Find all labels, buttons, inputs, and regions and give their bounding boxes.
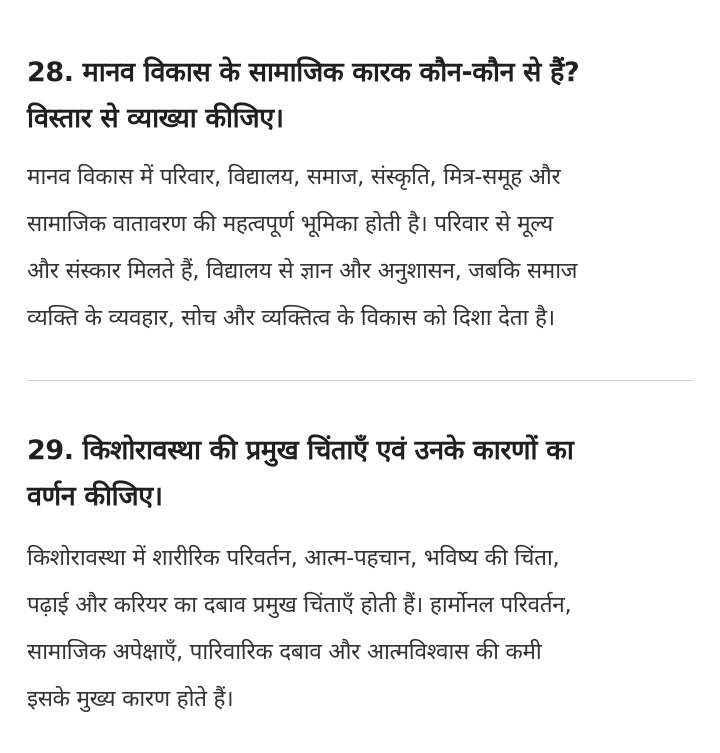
answer-28-line-4: व्यक्ति के व्यवहार, सोच और व्यक्तित्व के विकास को दिशा देता है। [27,305,555,331]
question-28-heading-line-1: 28. मानव विकास के सामाजिक कारक कौन-कौन से हैं? [27,57,580,88]
question-28-heading [27,50,697,142]
question-29-heading-line-1: 29. किशोरावस्था की प्रमुख चिंताएँ एवं उनके कारणों का [27,435,574,466]
answer-28-line-3: और संस्कार मिलते हैं, विद्यालय से ज्ञान और अनुशासन, जबकि समाज [27,258,578,284]
answer-28-line-1: मानव विकास में परिवार, विद्यालय, समाज, संस्कृति, मित्र-समूह और [27,164,561,190]
question-29-section [27,428,697,723]
question-29-heading [27,428,697,520]
question-28-answer [27,154,697,342]
question-28-section [27,50,697,342]
question-29-answer [27,535,697,723]
question-29-heading-line-2: वर्णन कीजिए। [27,481,163,512]
answer-29-line-2: पढ़ाई और करियर का दबाव प्रमुख चिंताएँ होती हैं। हार्मोनल परिवर्तन, [27,592,572,618]
answer-29-line-3: सामाजिक अपेक्षाएँ, पारिवारिक दबाव और आत्मविश्वास की कमी [27,639,542,665]
section-divider [27,380,694,381]
question-28-heading-line-2: विस्तार से व्याख्या कीजिए। [27,103,284,134]
answer-29-line-4: इसके मुख्य कारण होते हैं। [27,686,234,712]
answer-29-line-1: किशोरावस्था में शारीरिक परिवर्तन, आत्म-पहचान, भविष्य की चिंता, [27,545,560,571]
answer-28-line-2: सामाजिक वातावरण की महत्वपूर्ण भूमिका होती है। परिवार से मूल्य [27,211,553,237]
